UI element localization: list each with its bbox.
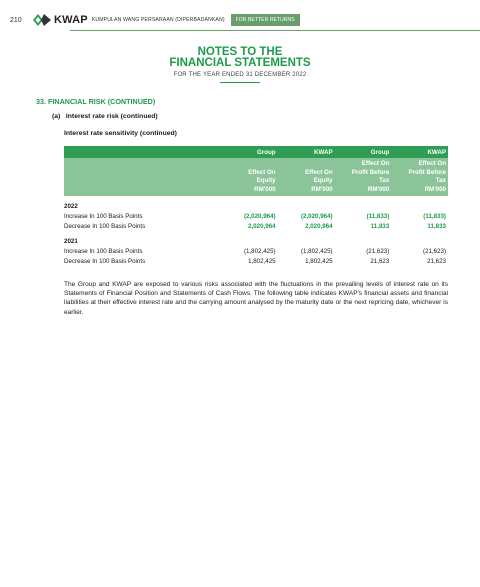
page-number: 210 [10,16,22,24]
table-subheader-row [64,158,448,196]
kwap-logo-icon [32,13,52,27]
desc-line: Effect On [305,168,333,176]
subsection-label: (a) [52,113,61,120]
sensitivity-table [64,146,448,266]
subsection-text: Interest rate risk (continued) [65,113,158,120]
header-rule [70,30,480,31]
year-row [64,231,448,246]
table-cell: 1,802,425 [305,257,333,265]
table-cell: 11,833 [370,222,390,230]
desc-line: RM'000 [254,185,276,193]
table-cell: 2,020,964 [305,222,333,230]
table-row [64,246,448,256]
desc-line: Effect On [418,160,446,167]
page-title-block [0,47,480,83]
desc-line: Profit Before [351,168,390,176]
desc-line: RM'000 [367,185,390,193]
organization-name: KUMPULAN WANG PERSARAAN (DIPERBADANKAN) [91,17,225,23]
row-label: Increase In 100 Basis Points [64,212,143,220]
row-label: Decrease In 100 Basis Points [64,257,146,265]
table-cell: (2,020,964) [300,212,333,220]
header-blank-cell [64,146,221,158]
table-cell: (21,623) [366,247,390,255]
column-header-entity: KWAP [278,146,335,158]
kwap-logo [32,13,88,27]
desc-line: RM'000 [311,185,333,193]
page-subtitle: FOR THE YEAR ENDED 31 DECEMBER 2022 [173,72,307,78]
subsection-heading [52,113,158,120]
row-label: Decrease In 100 Basis Points [64,222,146,230]
page-title-line1: NOTES TO THE [197,46,283,58]
column-header-entity: KWAP [391,146,448,158]
body-paragraph: The Group and KWAP are exposed to various risks associated with the fluctuations in the prevailing levels of interest rate on its Statements of Financial Position and Statements of Cash Flows. The following table indicates KWAP's financial assets and financial liabilities at their effective interest rate and the carrying amount analysed by the maturity date or the next repricing date, whichever is earlier. [64,281,448,316]
tagline-badge: FOR BETTER RETURNS [231,14,300,26]
desc-line: Tax [379,177,390,184]
column-header-entity: Group [335,146,392,158]
section-heading: 33. FINANCIAL RISK (CONTINUED) [36,97,156,106]
desc-line: Profit Before [408,168,446,176]
column-description [221,158,278,196]
logo-text: KWAP [54,14,88,26]
table-cell: (21,623) [422,247,446,255]
table-row [64,221,448,231]
table-cell: (1,802,425) [243,247,276,255]
table-cell: (11,833) [423,212,446,220]
page-title-line2: FINANCIAL STATEMENTS [169,57,311,69]
year-label: 2021 [64,237,78,245]
column-description [278,158,335,196]
table-cell: (1,802,425) [300,247,333,255]
desc-line: Tax [435,177,446,184]
table-cell: 11,833 [427,222,446,230]
table-row [64,211,448,221]
table-header-row [64,146,448,158]
row-label: Increase In 100 Basis Points [64,247,143,255]
title-divider [220,82,260,83]
table-title: Interest rate sensitivity (continued) [64,130,177,137]
desc-line: RM'000 [424,185,446,193]
desc-line: Equity [313,177,333,184]
table-cell: 1,802,425 [248,257,276,265]
table-cell: 21,623 [427,257,446,265]
table-cell: 2,020,964 [248,222,276,230]
column-header-entity: Group [221,146,278,158]
table-row [64,256,448,266]
column-description [335,158,392,196]
year-label: 2022 [64,202,78,210]
table-cell: 21,623 [370,257,390,265]
page-header [10,12,300,28]
desc-line: Effect On [361,160,390,167]
column-description [391,158,448,196]
desc-line: Equity [256,177,276,184]
table-cell: (11,833) [366,212,390,220]
table-cell: (2,020,964) [243,212,276,220]
year-row [64,196,448,211]
subheader-blank-cell [64,158,221,196]
desc-line: Effect On [248,168,276,176]
